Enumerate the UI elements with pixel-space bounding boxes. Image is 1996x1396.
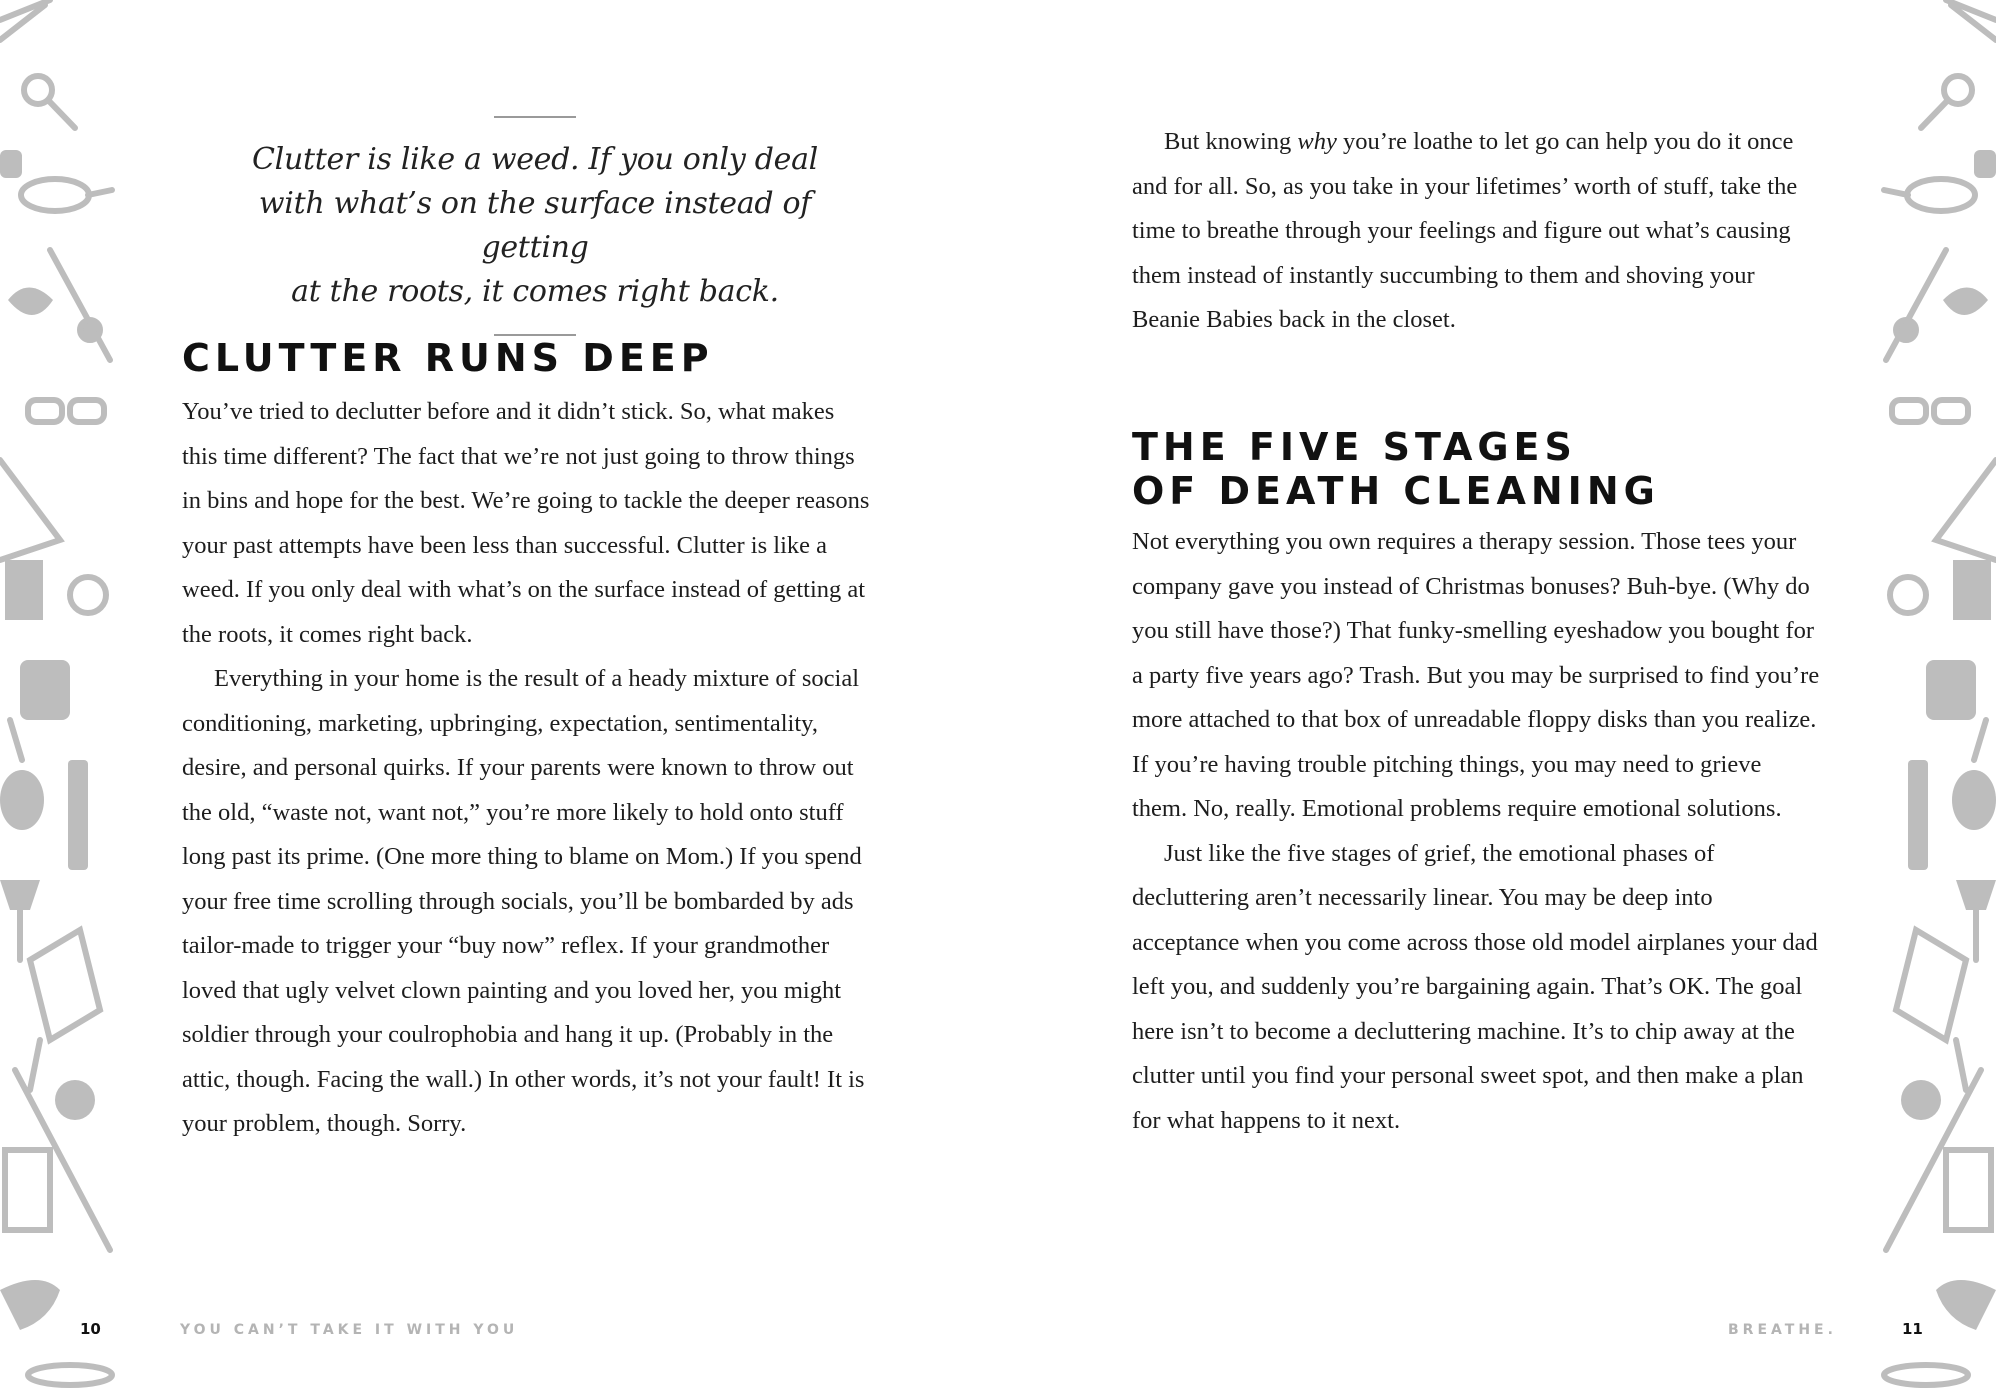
- pull-quote-line: at the roots, it comes right back.: [291, 274, 779, 309]
- sewing-machine-icon: [5, 560, 70, 720]
- comb-icon: [1908, 760, 1928, 870]
- right-body-text: [1132, 520, 1822, 1143]
- pizza-cutter-icon: [1921, 76, 1972, 128]
- running-head: YOU CAN’T TAKE IT WITH YOU: [180, 1322, 519, 1338]
- whisk-icon: [1884, 179, 1975, 211]
- safety-pin-icon: [28, 1365, 112, 1385]
- whisk-icon: [21, 179, 112, 211]
- guitar-icon: [1952, 720, 1996, 830]
- pull-quote-text: [205, 118, 865, 334]
- right-page: [998, 0, 1996, 1396]
- alarm-clock-icon: [1901, 1080, 1941, 1120]
- text-run: But knowing: [1164, 128, 1298, 155]
- page-number: 11: [1902, 1320, 1923, 1338]
- mask-icon: [8, 288, 53, 316]
- teapot-icon: [0, 150, 22, 178]
- safety-pin-icon: [1884, 1365, 1968, 1385]
- chair-icon: [30, 930, 100, 1090]
- body-paragraph: Everything in your home is the result of a heady mixture of social conditioning, marketing, upbringing, expectation, sentimentality, desire, and personal quirks. If your parents were known to throw out the old, “waste not, want not,” you’re more likely to hold onto stuff long past its prime. (One more thing to blame on Mom.) If you spend your free time scrolling through socials, you’ll be bombarded by ads tailor-made to trigger your “buy now” reflex. If your grandmother loved that ugly velvet clown painting and you loved her, you might soldier through your coulrophobia and hang it up. (Probably in the attic, though. Facing the wall.) In other words, it’s not your fault! It is your problem, though. Sorry.: [182, 665, 865, 1137]
- mask-icon: [1943, 288, 1988, 316]
- chair-icon: [1896, 930, 1966, 1090]
- scissors-icon: [1946, 0, 1996, 40]
- glasses-icon: [1892, 400, 1968, 422]
- hair-dryer-icon: [0, 1280, 60, 1330]
- section-heading-five-stages: [1132, 425, 1660, 513]
- body-paragraph: [1132, 120, 1822, 343]
- ring-icon: [70, 577, 106, 613]
- hanger-icon: [0, 460, 60, 560]
- pull-quote: [205, 116, 865, 336]
- glasses-icon: [28, 400, 104, 422]
- comb-icon: [68, 760, 88, 870]
- alarm-clock-icon: [55, 1080, 95, 1120]
- scissors-icon: [0, 0, 50, 40]
- running-head: BREATHE.: [1728, 1322, 1837, 1338]
- left-body-text: [182, 390, 870, 1147]
- text-run: you’re loathe to let go can help you do it once and for all. So, as you take in your lifetimes’ worth of stuff, take the time to breathe through your feelings and figure out what’s causing them instead of instantly succumbing to them and shoving your Beanie Babies back in the closet.: [1132, 128, 1798, 333]
- heading-line: OF DEATH CLEANING: [1132, 469, 1660, 513]
- ring-icon: [1890, 577, 1926, 613]
- lamp-icon: [50, 250, 110, 360]
- section-heading-clutter-runs-deep: CLUTTER RUNS DEEP: [182, 336, 714, 380]
- guitar-icon: [0, 720, 44, 830]
- body-paragraph: Not everything you own requires a therapy session. Those tees your company gave you instead of Christmas bonuses? Buh-bye. (Why do you still have those?) That funky-smelling eyeshadow you bought for a party five years ago? Trash. But you may be surprised to find you’re more attached to that box of unreadable floppy disks than you realize. If you’re having trouble pitching things, you may need to grieve them. No, really. Emotional problems require emotional solutions.: [1132, 528, 1820, 822]
- teapot-icon: [1974, 150, 1996, 178]
- hair-dryer-icon: [1936, 1280, 1996, 1330]
- lamp-shade-icon: [1956, 880, 1996, 960]
- lamp-icon: [1886, 250, 1946, 360]
- left-decorative-border: [0, 0, 120, 1396]
- body-paragraph: Just like the five stages of grief, the emotional phases of decluttering aren’t necessarily linear. You may be deep into acceptance when you come across those old model airplanes your dad left you, and suddenly you’re bargaining again. That’s OK. The goal here isn’t to become a decluttering machine. It’s to chip away at the clutter until you find your personal sweet spot, and then make a plan for what happens to it next.: [1132, 839, 1818, 1134]
- pizza-cutter-icon: [24, 76, 75, 128]
- sewing-machine-icon: [1926, 560, 1991, 720]
- hanger-icon: [1936, 460, 1996, 560]
- right-decorative-border: [1876, 0, 1996, 1396]
- pull-quote-line: Clutter is like a weed. If you only deal: [252, 142, 818, 177]
- body-paragraph: You’ve tried to declutter before and it didn’t stick. So, what makes this time different? The fact that we’re not just going to throw things in bins and hope for the best. We’re going to tackle the deeper reasons your past attempts have been less than successful. Clutter is like a weed. If you only deal with what’s on the surface instead of getting at the roots, it comes right back.: [182, 398, 870, 648]
- pull-quote-line: with what’s on the surface instead of getting: [258, 186, 812, 265]
- heading-line: THE FIVE STAGES: [1132, 425, 1577, 469]
- lamp-shade-icon: [0, 880, 40, 960]
- emphasis-text: why: [1297, 128, 1337, 155]
- page-number: 10: [80, 1320, 101, 1338]
- right-intro-text: [1132, 120, 1822, 343]
